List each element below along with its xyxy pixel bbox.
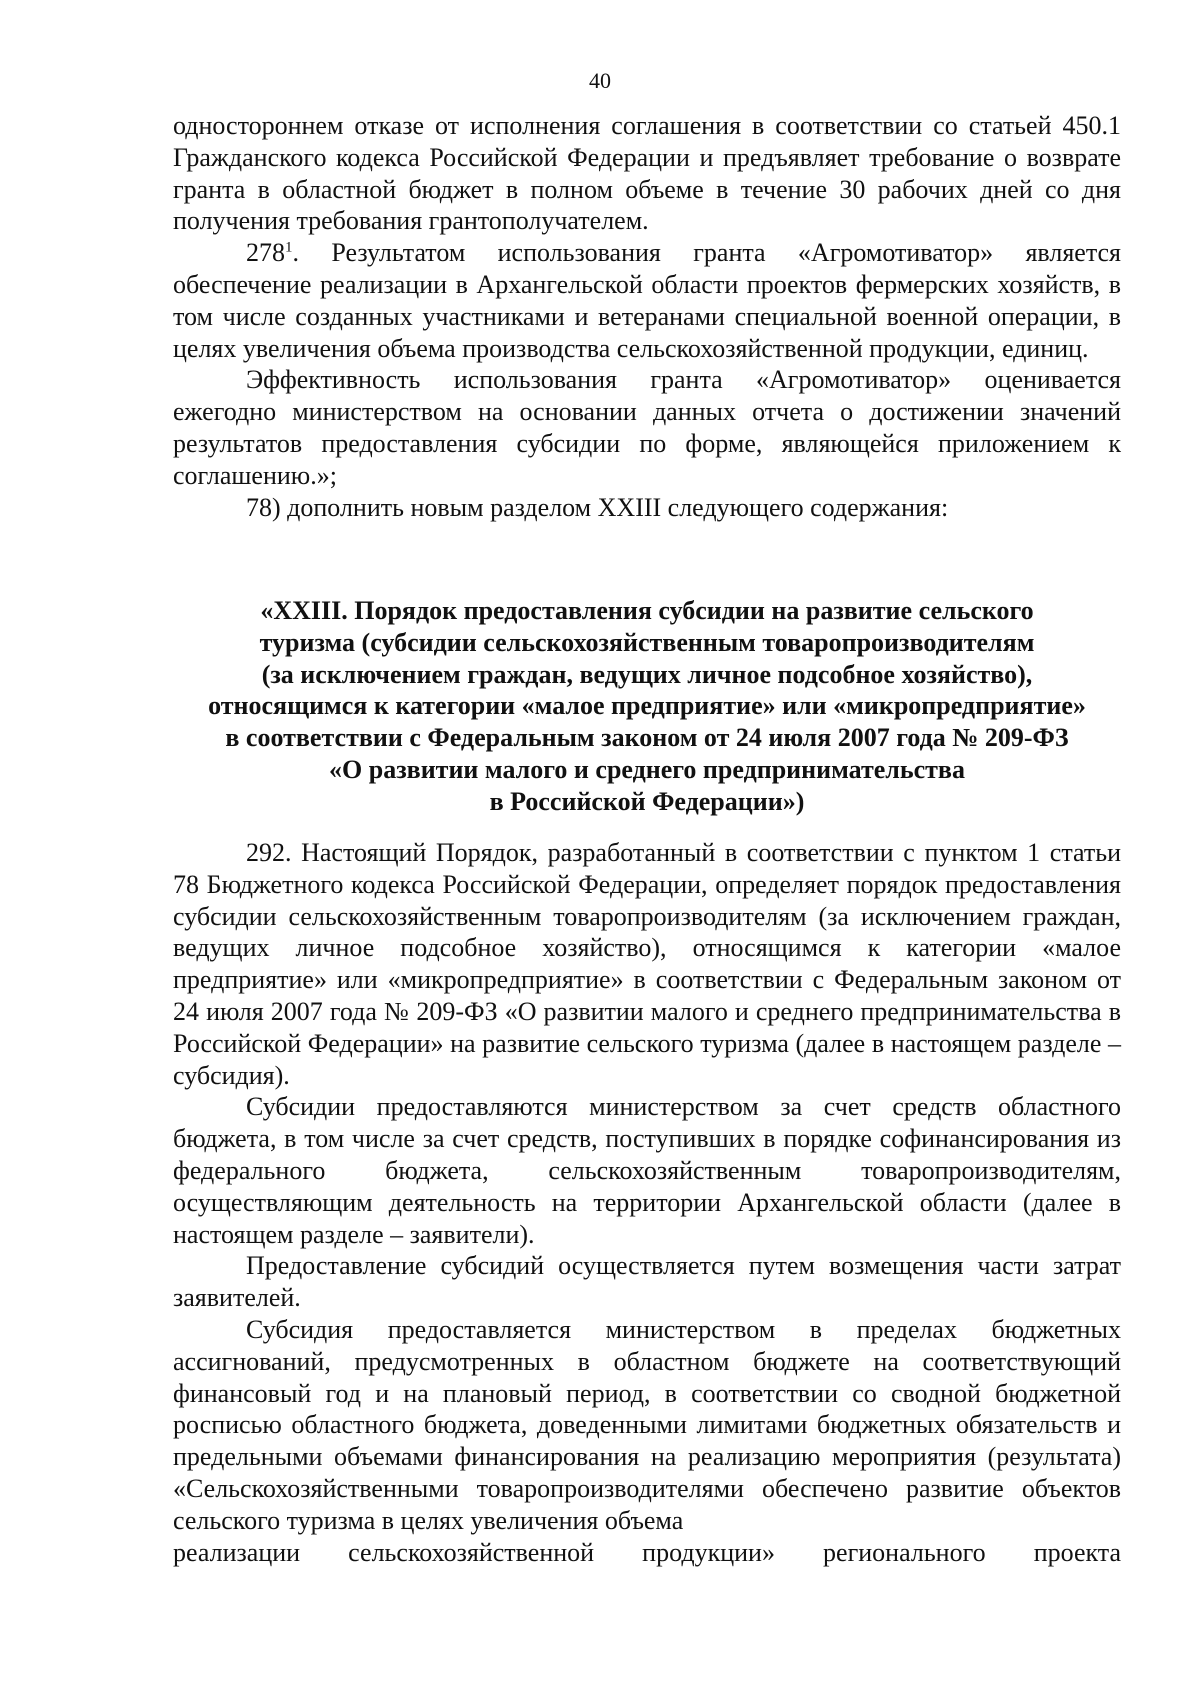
heading-line: (за исключением граждан, ведущих личное подсобное хозяйство), [261, 659, 1033, 689]
paragraph-budget: Субсидия предоставляется министерством в пределах бюджетных ассигнований, предусмотренных в областном бюджете на соответствующий финансовый год и на плановый период, в соответствии со сводной бюджетной росписью областного бюджета, доведенными лимитами бюджетных обязательств и предельными объемами финансирования на реализацию мероприятия (результата) «Сельскохозяйственными товаропроизводителями обеспечено развитие объектов сельского туризма в целях увеличения объема [173, 1314, 1121, 1535]
paragraph-292: 292. Настоящий Порядок, разработанный в соответствии с пунктом 1 статьи 78 Бюджетного кодекса Российской Федерации, определяет порядок предоставления субсидии сельскохозяйственным товаропроизводителям (за исключением граждан, ведущих личное подсобное хозяйство), относящимся к категории «малое предприятие» или «микропредприятие» в соответствии с Федеральным законом от 24 июля 2007 года № 209-ФЗ «О развитии малого и среднего предпринимательства в Российской Федерации» на развитие сельского туризма (далее в настоящем разделе – субсидия). [173, 838, 1121, 1090]
heading-line: «XXIII. Порядок предоставления субсидии на развитие сельского [260, 596, 1034, 625]
paragraph-budget-last-line: реализации сельскохозяйственной продукции» регионального проекта [173, 1537, 1121, 1567]
heading-line: туризма (субсидии сельскохозяйственным товаропроизводителям [259, 627, 1035, 657]
paragraph-continuation: одностороннем отказе от исполнения соглашения в соответствии со статьей 450.1 Гражданского кодекса Российской Федерации и предъявляет требование о возврате гранта в областной бюджет в полном объеме в течение 30 рабочих дней со дня получения требования грантополучателем. [173, 111, 1121, 236]
paragraph-subsidies: Субсидии предоставляются министерством за счет средств областного бюджета, в том числе за счет средств, поступивших в порядке софинансирования из федерального бюджета, сельскохозяйственным товаропроизводителям, осуществляющим деятельность на территории Архангельской области (далее в настоящем разделе – заявители). [173, 1092, 1121, 1249]
paragraph-number: 278 [246, 238, 285, 268]
heading-line: в соответствии с Федеральным законом от 24 июля 2007 года № 209-ФЗ [225, 723, 1069, 753]
heading-line: «О развитии малого и среднего предпринимательства [329, 754, 965, 784]
paragraph-text: . Результатом использования гранта «Агромотиватор» является обеспечение реализации в Архангельской области проектов фермерских хозяйств, в том числе созданных участниками и ветеранами специальной военной операции, в целях увеличения объема производства сельскохозяйственной продукции, единиц. [173, 238, 1121, 363]
section-heading [173, 595, 1121, 818]
body-text-top [173, 110, 1121, 523]
heading-line: относящимся к категории «малое предприятие» или «микропредприятие» [208, 691, 1086, 721]
paragraph-78: 78) дополнить новым разделом XXIII следующего содержания: [246, 492, 949, 522]
page-number: 40 [589, 68, 611, 93]
paragraph-reimbursement: Предоставление субсидий осуществляется путем возмещения части затрат заявителей. [173, 1251, 1121, 1313]
paragraph-efficiency: Эффективность использования гранта «Агромотиватор» оценивается ежегодно министерством на основании данных отчета о достижении значений результатов предоставления субсидии по форме, являющейся приложением к соглашению.»; [173, 365, 1121, 490]
paragraph-superscript: 1 [285, 239, 293, 256]
paragraph-278-1 [173, 237, 1121, 364]
body-text-bottom [173, 837, 1121, 1568]
heading-line: в Российской Федерации») [489, 786, 805, 816]
